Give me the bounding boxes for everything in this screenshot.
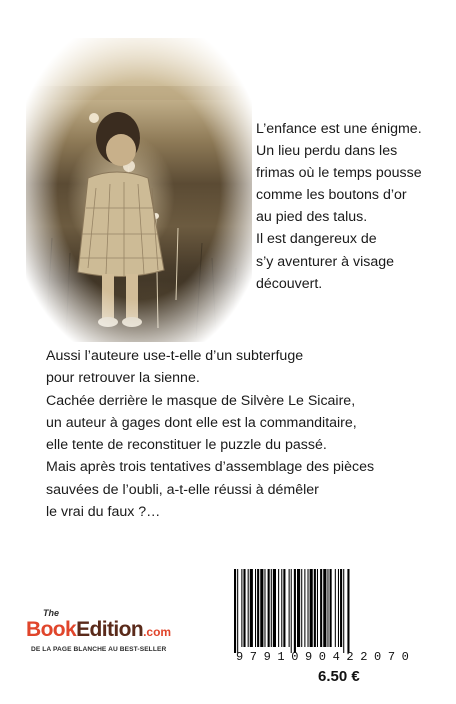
barcode-bar <box>335 569 336 647</box>
barcode-bar <box>283 569 285 647</box>
barcode-bar <box>297 569 300 647</box>
barcode-bars <box>226 565 436 661</box>
body-line: Aussi l’auteure use-t-elle d’un subterfuge <box>46 348 304 364</box>
barcode-bar <box>257 569 259 647</box>
logo-edition-text: Edition <box>76 618 144 641</box>
body-line: elle tente de reconstituer le puzzle du passé. <box>46 437 327 454</box>
isbn-barcode <box>226 565 436 691</box>
barcode-bar <box>314 569 316 647</box>
intro-line: Un lieu perdu dans les <box>256 143 398 160</box>
body-line: Cachée derrière le masque de Silvère Le Sicaire, <box>46 392 356 409</box>
intro-line: s’y aventurer à visage <box>256 253 395 270</box>
isbn-number: 9791090422070 <box>236 650 416 664</box>
intro-line: au pied des talus. <box>256 209 368 226</box>
barcode-bar <box>338 569 339 647</box>
barcode-bar <box>260 569 263 647</box>
intro-line: frimas où le temps pousse <box>256 165 422 182</box>
body-line: pour retrouver la sienne. <box>46 370 200 387</box>
barcode-bar <box>237 569 238 653</box>
logo-dotcom-text: .com <box>143 625 172 639</box>
barcode-bar <box>243 569 245 647</box>
logo-the-text: The <box>43 608 60 618</box>
barcode-bar <box>250 569 253 647</box>
barcode-bar <box>241 569 242 647</box>
barcode-bar <box>234 569 236 653</box>
barcode-bar <box>294 569 296 653</box>
barcode-bar <box>271 569 272 647</box>
intro-line: découvert. <box>256 275 323 292</box>
intro-line: L’enfance est une énigme. <box>256 121 422 137</box>
barcode-bar <box>323 569 326 647</box>
barcode-bar <box>320 569 322 647</box>
price-label: 6.50 € <box>318 668 360 685</box>
logo-book-text: Book <box>26 618 77 641</box>
publisher-logo <box>18 608 208 660</box>
barcode-bar <box>310 569 313 647</box>
logo-wordmark <box>26 618 171 642</box>
barcode-bar <box>308 569 309 647</box>
intro-paragraph <box>256 118 452 295</box>
barcode-bar <box>301 569 302 647</box>
main-paragraph <box>46 345 426 523</box>
barcode-bar <box>347 569 349 653</box>
body-line: sauvées de l’oubli, a-t-elle réussi à démêler <box>46 481 319 498</box>
barcode-bar <box>289 569 290 647</box>
barcode-bar <box>273 569 276 647</box>
barcode-bar <box>340 569 342 647</box>
barcode-bar <box>291 569 292 653</box>
barcode-bar <box>304 569 305 647</box>
barcode-bar <box>317 569 318 647</box>
logo-tagline: DE LA PAGE BLANCHE AU BEST-SELLER <box>31 646 167 653</box>
intro-line: comme les boutons d’or <box>256 187 407 204</box>
barcode-bar <box>281 569 282 647</box>
body-line: un auteur à gages dont elle est la commanditaire, <box>46 414 357 431</box>
barcode-bar <box>268 569 270 647</box>
barcode-bar <box>330 569 332 647</box>
barcode-bar <box>255 569 256 647</box>
barcode-bar <box>343 569 344 653</box>
barcode-bar <box>278 569 279 647</box>
child-figure-illustration <box>26 38 252 342</box>
barcode-bar <box>264 569 265 647</box>
barcode-bar <box>248 569 249 647</box>
cover-photo <box>26 38 252 342</box>
barcode-bar <box>327 569 328 647</box>
body-line: Mais après trois tentatives d’assemblage des pièces <box>46 459 375 476</box>
intro-line: Il est dangereux de <box>256 231 377 248</box>
body-line: le vrai du faux ?… <box>46 504 161 521</box>
